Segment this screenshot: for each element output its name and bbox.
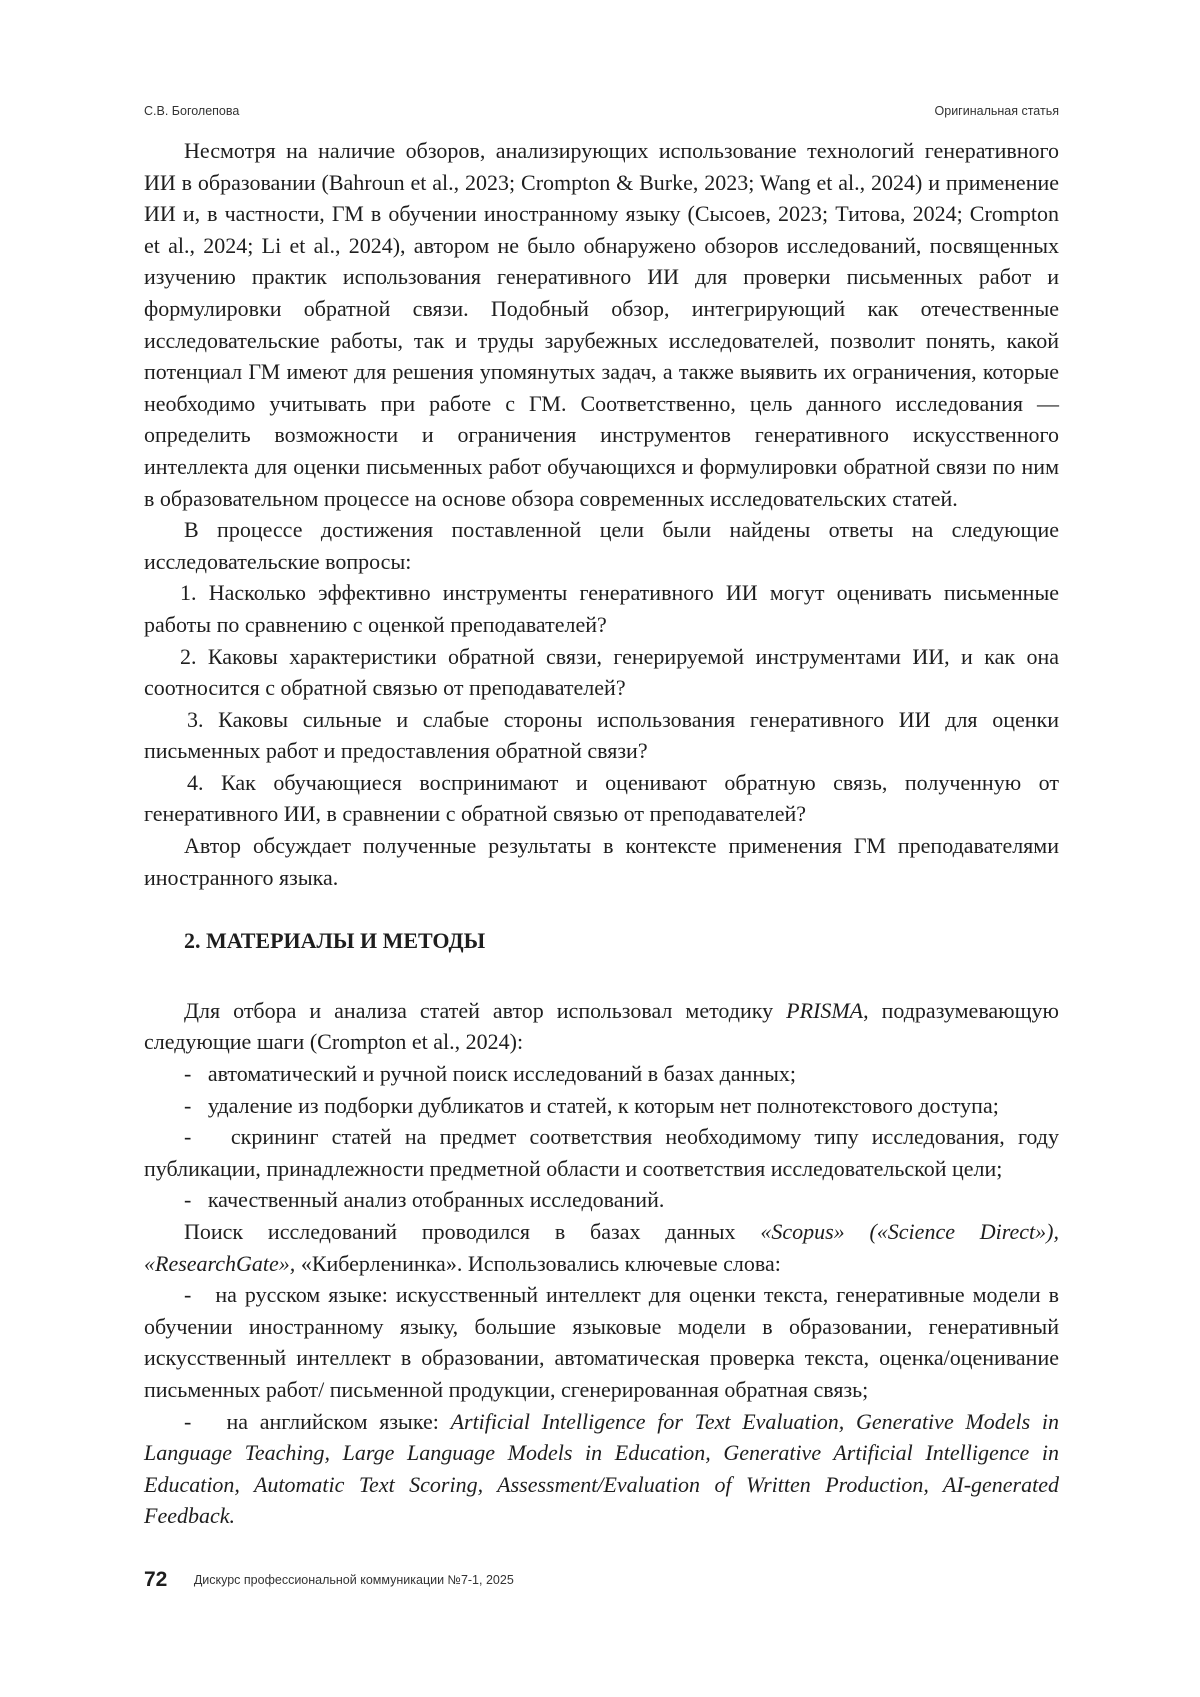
header-article-type: Оригинальная статья bbox=[934, 104, 1059, 118]
intro-paragraph-1: Несмотря на наличие обзоров, анализирующих использование технологий генеративного ИИ в образовании (Bahroun et al., 2023; Crompton & Burke, 2023; Wang et al., 2024) и применение ИИ и, в частности, ГМ в обучении иностранному языку (Сысоев, 2023; Титова, 2024; Crompton et al., 2024; Li et al., 2024), автором не было обнаружено обзоров исследований, посвященных изучению практик использования генеративного ИИ для проверки письменных работ и формулировки обратной связи. Подобный обзор, интегрирующий как отечественные исследовательские работы, так и труды зарубежных исследователей, позволит понять, какой потенциал ГМ имеют для решения упомянутых задач, а также выявить их ограничения, которые необходимо учитывать при работе с ГМ. Соответственно, цель данного исследования — определить возможности и ограничения инструментов генеративного искусственного интеллекта для оценки письменных работ обучающихся и формулировки обратной связи по ним в образовательном процессе на основе обзора современных исследовательских статей. bbox=[144, 138, 1059, 511]
header-author: С.В. Боголепова bbox=[144, 104, 240, 118]
method-step-3: - скрининг статей на предмет соответствия необходимому типу исследования, году публикации, принадлежности предметной области и соответствия исследовательской цели; bbox=[144, 1124, 1065, 1181]
keywords-english-list: Artificial Intelligence for Text Evaluation, Generative Models in Language Teaching, Large Language Models in Education, Generative Artificial Intelligence in Education, Automatic Text Scoring, Assessment/Evaluation of Written Production, AI-generated Feedback. bbox=[144, 1408, 1065, 1529]
methods-text: Для отбора и анализа статей автор использовал методику bbox=[184, 997, 787, 1023]
research-question-1: 1. Насколько эффективно инструменты генеративного ИИ могут оценивать письменные работы по сравнению с оценкой преподавателей? bbox=[144, 580, 1059, 637]
search-text-tail: «Киберленинка». Использовались ключевые слова: bbox=[295, 1250, 781, 1276]
research-question-3: 3. Каковы сильные и слабые стороны использования генеративного ИИ для оценки письменных работ и предоставления обратной связи? bbox=[144, 706, 1059, 764]
search-paragraph bbox=[144, 1216, 1059, 1279]
methods-prisma: PRISMA bbox=[786, 997, 864, 1023]
method-step-1: - автоматический и ручной поиск исследований в базах данных; bbox=[184, 1061, 796, 1087]
search-databases: «Scopus» («Science Direct»), «ResearchGate», bbox=[144, 1219, 1059, 1276]
method-step-2: - удаление из подборки дубликатов и статей, к которым нет полнотекстового доступа; bbox=[184, 1092, 999, 1118]
article-body bbox=[144, 135, 1065, 1532]
search-text: Поиск исследований проводился в базах данных bbox=[184, 1219, 761, 1244]
keywords-english-prefix: - на английском языке: bbox=[184, 1408, 451, 1434]
page-footer bbox=[144, 1568, 1059, 1592]
methods-paragraph-1 bbox=[144, 995, 1059, 1058]
research-question-4: 4. Как обучающиеся воспринимают и оценивают обратную связь, полученную от генеративного ИИ, в сравнении с обратной связью от преподавателей? bbox=[144, 769, 1059, 827]
research-question-2: 2. Каковы характеристики обратной связи, генерируемой инструментами ИИ, и как она соотносится с обратной связью от преподавателей? bbox=[144, 643, 1059, 701]
method-step-4: - качественный анализ отобранных исследований. bbox=[184, 1187, 665, 1213]
keywords-english bbox=[144, 1406, 1065, 1532]
section-heading: 2. МАТЕРИАЛЫ И МЕТОДЫ bbox=[184, 928, 486, 954]
keywords-russian: - на русском языке: искусственный интеллект для оценки текста, генеративные модели в обучении иностранному языку, большие языковые модели в образовании, генеративный искусственный интеллект в образовании, автоматическая проверка текста, оценка/оценивание письменных работ/ письменной продукции, сгенерированная обратная связь; bbox=[144, 1282, 1065, 1402]
intro-paragraph-2: В процессе достижения поставленной цели были найдены ответы на следующие исследовательские вопросы: bbox=[144, 517, 1059, 574]
journal-title: Дискурс профессиональной коммуникации №7-1, 2025 bbox=[193, 1573, 514, 1587]
methods-text-tail: , подразумевающую следующие шаги (Crompton et al., 2024): bbox=[144, 997, 1059, 1055]
intro-paragraph-3: Автор обсуждает полученные результаты в контексте применения ГМ преподавателями иностранного языка. bbox=[144, 833, 1059, 890]
page-number: 72 bbox=[144, 1568, 168, 1591]
